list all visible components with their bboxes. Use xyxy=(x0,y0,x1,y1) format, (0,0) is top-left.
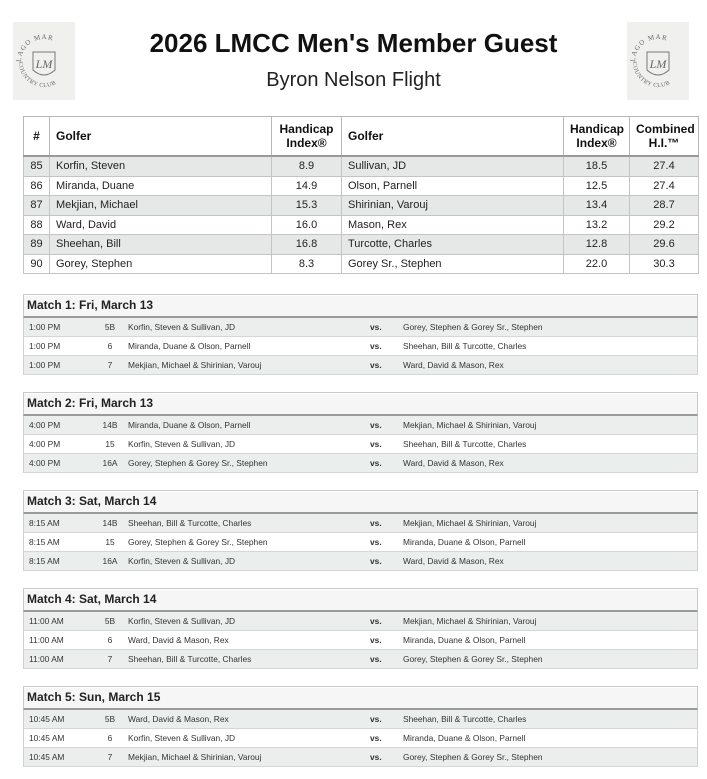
cell-golfer2: Sullivan, JD xyxy=(342,156,564,176)
tee-time: 1:00 PM xyxy=(29,341,61,351)
tee-time: 10:45 AM xyxy=(29,714,65,724)
match-title: Match 2: Fri, March 13 xyxy=(23,392,698,416)
versus-label: vs. xyxy=(370,733,382,743)
team2-names: Mekjian, Michael & Shirinian, Varouj xyxy=(403,420,537,430)
tee-time: 8:15 AM xyxy=(29,556,60,566)
match-row xyxy=(23,729,698,748)
starting-hole: 6 xyxy=(107,341,113,351)
svg-text:COUNTRY CLUB: COUNTRY CLUB xyxy=(16,61,58,90)
cell-combined: 27.4 xyxy=(630,176,699,196)
col-header-number: # xyxy=(24,117,50,157)
tee-time: 4:00 PM xyxy=(29,439,61,449)
match-block xyxy=(23,490,698,571)
starting-hole: 16A xyxy=(102,458,118,468)
starting-hole: 6 xyxy=(107,635,113,645)
starting-hole: 16A xyxy=(102,556,118,566)
versus-label: vs. xyxy=(370,654,382,664)
starting-hole: 6 xyxy=(107,733,113,743)
team1-names: Ward, David & Mason, Rex xyxy=(128,714,229,724)
team2-names: Sheehan, Bill & Turcotte, Charles xyxy=(403,439,527,449)
team1-names: Mekjian, Michael & Shirinian, Varouj xyxy=(128,752,262,762)
match-rows xyxy=(23,514,698,571)
svg-text:LM: LM xyxy=(649,57,667,71)
match-row xyxy=(23,318,698,337)
match-rows xyxy=(23,416,698,473)
cell-golfer1: Gorey, Stephen xyxy=(50,254,272,274)
team1-names: Sheehan, Bill & Turcotte, Charles xyxy=(128,654,252,664)
cell-number: 90 xyxy=(24,254,50,274)
versus-label: vs. xyxy=(370,458,382,468)
col-header-golfer2: Golfer xyxy=(342,117,564,157)
tee-time: 10:45 AM xyxy=(29,733,65,743)
match-row xyxy=(23,337,698,356)
cell-handicap2: 12.8 xyxy=(564,235,630,255)
cell-number: 85 xyxy=(24,156,50,176)
cell-handicap1: 16.0 xyxy=(272,215,342,235)
tee-time: 10:45 AM xyxy=(29,752,65,762)
svg-text:LM: LM xyxy=(35,57,53,71)
cell-golfer1: Mekjian, Michael xyxy=(50,196,272,216)
team1-names: Korfin, Steven & Sullivan, JD xyxy=(128,439,236,449)
team2-names: Gorey, Stephen & Gorey Sr., Stephen xyxy=(403,752,543,762)
tee-time: 8:15 AM xyxy=(29,518,60,528)
team1-names: Ward, David & Mason, Rex xyxy=(128,635,229,645)
match-block xyxy=(23,294,698,375)
versus-label: vs. xyxy=(370,360,382,370)
cell-handicap2: 13.2 xyxy=(564,215,630,235)
starting-hole: 5B xyxy=(104,616,116,626)
svg-text:COUNTRY CLUB: COUNTRY CLUB xyxy=(630,61,672,90)
cell-handicap2: 13.4 xyxy=(564,196,630,216)
starting-hole: 15 xyxy=(105,537,115,547)
svg-text:LAGO MAR: LAGO MAR xyxy=(14,32,55,63)
starting-hole: 14B xyxy=(102,518,118,528)
match-block xyxy=(23,392,698,473)
cell-combined: 28.7 xyxy=(630,196,699,216)
match-row xyxy=(23,454,698,473)
team2-names: Miranda, Duane & Olson, Parnell xyxy=(403,537,526,547)
match-row xyxy=(23,710,698,729)
team1-names: Sheehan, Bill & Turcotte, Charles xyxy=(128,518,252,528)
versus-label: vs. xyxy=(370,439,382,449)
starting-hole: 7 xyxy=(107,752,113,762)
cell-golfer2: Gorey Sr., Stephen xyxy=(342,254,564,274)
match-title: Match 3: Sat, March 14 xyxy=(23,490,698,514)
match-rows xyxy=(23,612,698,669)
cell-combined: 30.3 xyxy=(630,254,699,274)
match-block xyxy=(23,686,698,767)
team2-names: Gorey, Stephen & Gorey Sr., Stephen xyxy=(403,322,543,332)
team2-names: Ward, David & Mason, Rex xyxy=(403,556,504,566)
tee-time: 1:00 PM xyxy=(29,322,61,332)
tee-time: 11:00 AM xyxy=(29,654,64,664)
versus-label: vs. xyxy=(370,420,382,430)
team1-names: Gorey, Stephen & Gorey Sr., Stephen xyxy=(128,458,268,468)
table-row xyxy=(24,156,699,176)
versus-label: vs. xyxy=(370,616,382,626)
tee-time: 4:00 PM xyxy=(29,458,61,468)
cell-handicap1: 8.3 xyxy=(272,254,342,274)
versus-label: vs. xyxy=(370,341,382,351)
team2-names: Mekjian, Michael & Shirinian, Varouj xyxy=(403,616,537,626)
match-row xyxy=(23,612,698,631)
cell-combined: 27.4 xyxy=(630,156,699,176)
cell-golfer2: Shirinian, Varouj xyxy=(342,196,564,216)
team2-names: Gorey, Stephen & Gorey Sr., Stephen xyxy=(403,654,543,664)
table-row xyxy=(24,254,699,274)
cell-handicap1: 16.8 xyxy=(272,235,342,255)
team2-names: Miranda, Duane & Olson, Parnell xyxy=(403,635,526,645)
team2-names: Ward, David & Mason, Rex xyxy=(403,458,504,468)
starting-hole: 7 xyxy=(107,654,113,664)
starting-hole: 5B xyxy=(104,714,116,724)
cell-combined: 29.6 xyxy=(630,235,699,255)
team1-names: Miranda, Duane & Olson, Parnell xyxy=(128,420,251,430)
tee-time: 8:15 AM xyxy=(29,537,60,547)
starting-hole: 14B xyxy=(102,420,118,430)
team1-names: Korfin, Steven & Sullivan, JD xyxy=(128,322,236,332)
cell-golfer2: Turcotte, Charles xyxy=(342,235,564,255)
roster-table xyxy=(23,116,699,274)
match-rows xyxy=(23,710,698,767)
cell-handicap1: 14.9 xyxy=(272,176,342,196)
team1-names: Korfin, Steven & Sullivan, JD xyxy=(128,616,236,626)
match-row xyxy=(23,514,698,533)
cell-golfer1: Miranda, Duane xyxy=(50,176,272,196)
roster-header-row xyxy=(24,117,699,157)
match-title: Match 5: Sun, March 15 xyxy=(23,686,698,710)
cell-number: 89 xyxy=(24,235,50,255)
col-header-golfer1: Golfer xyxy=(50,117,272,157)
match-row xyxy=(23,631,698,650)
team2-names: Mekjian, Michael & Shirinian, Varouj xyxy=(403,518,537,528)
svg-text:LAGO MAR: LAGO MAR xyxy=(628,32,669,63)
cell-number: 88 xyxy=(24,215,50,235)
cell-combined: 29.2 xyxy=(630,215,699,235)
table-row xyxy=(24,235,699,255)
versus-label: vs. xyxy=(370,322,382,332)
col-header-combined: Combined H.I.™ xyxy=(630,117,699,157)
match-row xyxy=(23,552,698,571)
match-row xyxy=(23,533,698,552)
cell-golfer1: Ward, David xyxy=(50,215,272,235)
table-row xyxy=(24,196,699,216)
starting-hole: 5B xyxy=(104,322,116,332)
match-row xyxy=(23,356,698,375)
match-row xyxy=(23,748,698,767)
team1-names: Miranda, Duane & Olson, Parnell xyxy=(128,341,251,351)
starting-hole: 15 xyxy=(105,439,115,449)
tee-time: 11:00 AM xyxy=(29,635,64,645)
flight-subtitle: Byron Nelson Flight xyxy=(266,69,441,91)
versus-label: vs. xyxy=(370,714,382,724)
match-row xyxy=(23,650,698,669)
versus-label: vs. xyxy=(370,556,382,566)
match-row xyxy=(23,435,698,454)
versus-label: vs. xyxy=(370,537,382,547)
team2-names: Miranda, Duane & Olson, Parnell xyxy=(403,733,526,743)
table-row xyxy=(24,176,699,196)
starting-hole: 7 xyxy=(107,360,113,370)
team1-names: Gorey, Stephen & Gorey Sr., Stephen xyxy=(128,537,268,547)
cell-golfer2: Mason, Rex xyxy=(342,215,564,235)
cell-handicap2: 12.5 xyxy=(564,176,630,196)
match-row xyxy=(23,416,698,435)
team1-names: Korfin, Steven & Sullivan, JD xyxy=(128,733,236,743)
table-row xyxy=(24,215,699,235)
versus-label: vs. xyxy=(370,635,382,645)
team2-names: Ward, David & Mason, Rex xyxy=(403,360,504,370)
cell-number: 86 xyxy=(24,176,50,196)
tee-time: 1:00 PM xyxy=(29,360,61,370)
page-title: 2026 LMCC Men's Member Guest xyxy=(149,28,558,58)
cell-handicap1: 15.3 xyxy=(272,196,342,216)
team1-names: Korfin, Steven & Sullivan, JD xyxy=(128,556,236,566)
col-header-handicap1: Handicap Index® xyxy=(272,117,342,157)
cell-handicap1: 8.9 xyxy=(272,156,342,176)
cell-golfer2: Olson, Parnell xyxy=(342,176,564,196)
match-title: Match 1: Fri, March 13 xyxy=(23,294,698,318)
tee-time: 11:00 AM xyxy=(29,616,64,626)
cell-handicap2: 18.5 xyxy=(564,156,630,176)
team2-names: Sheehan, Bill & Turcotte, Charles xyxy=(403,341,527,351)
team1-names: Mekjian, Michael & Shirinian, Varouj xyxy=(128,360,262,370)
cell-golfer1: Sheehan, Bill xyxy=(50,235,272,255)
tee-time: 4:00 PM xyxy=(29,420,61,430)
versus-label: vs. xyxy=(370,752,382,762)
cell-golfer1: Korfin, Steven xyxy=(50,156,272,176)
cell-handicap2: 22.0 xyxy=(564,254,630,274)
col-header-handicap2: Handicap Index® xyxy=(564,117,630,157)
versus-label: vs. xyxy=(370,518,382,528)
match-rows xyxy=(23,318,698,375)
match-block xyxy=(23,588,698,669)
team2-names: Sheehan, Bill & Turcotte, Charles xyxy=(403,714,527,724)
cell-number: 87 xyxy=(24,196,50,216)
match-title: Match 4: Sat, March 14 xyxy=(23,588,698,612)
